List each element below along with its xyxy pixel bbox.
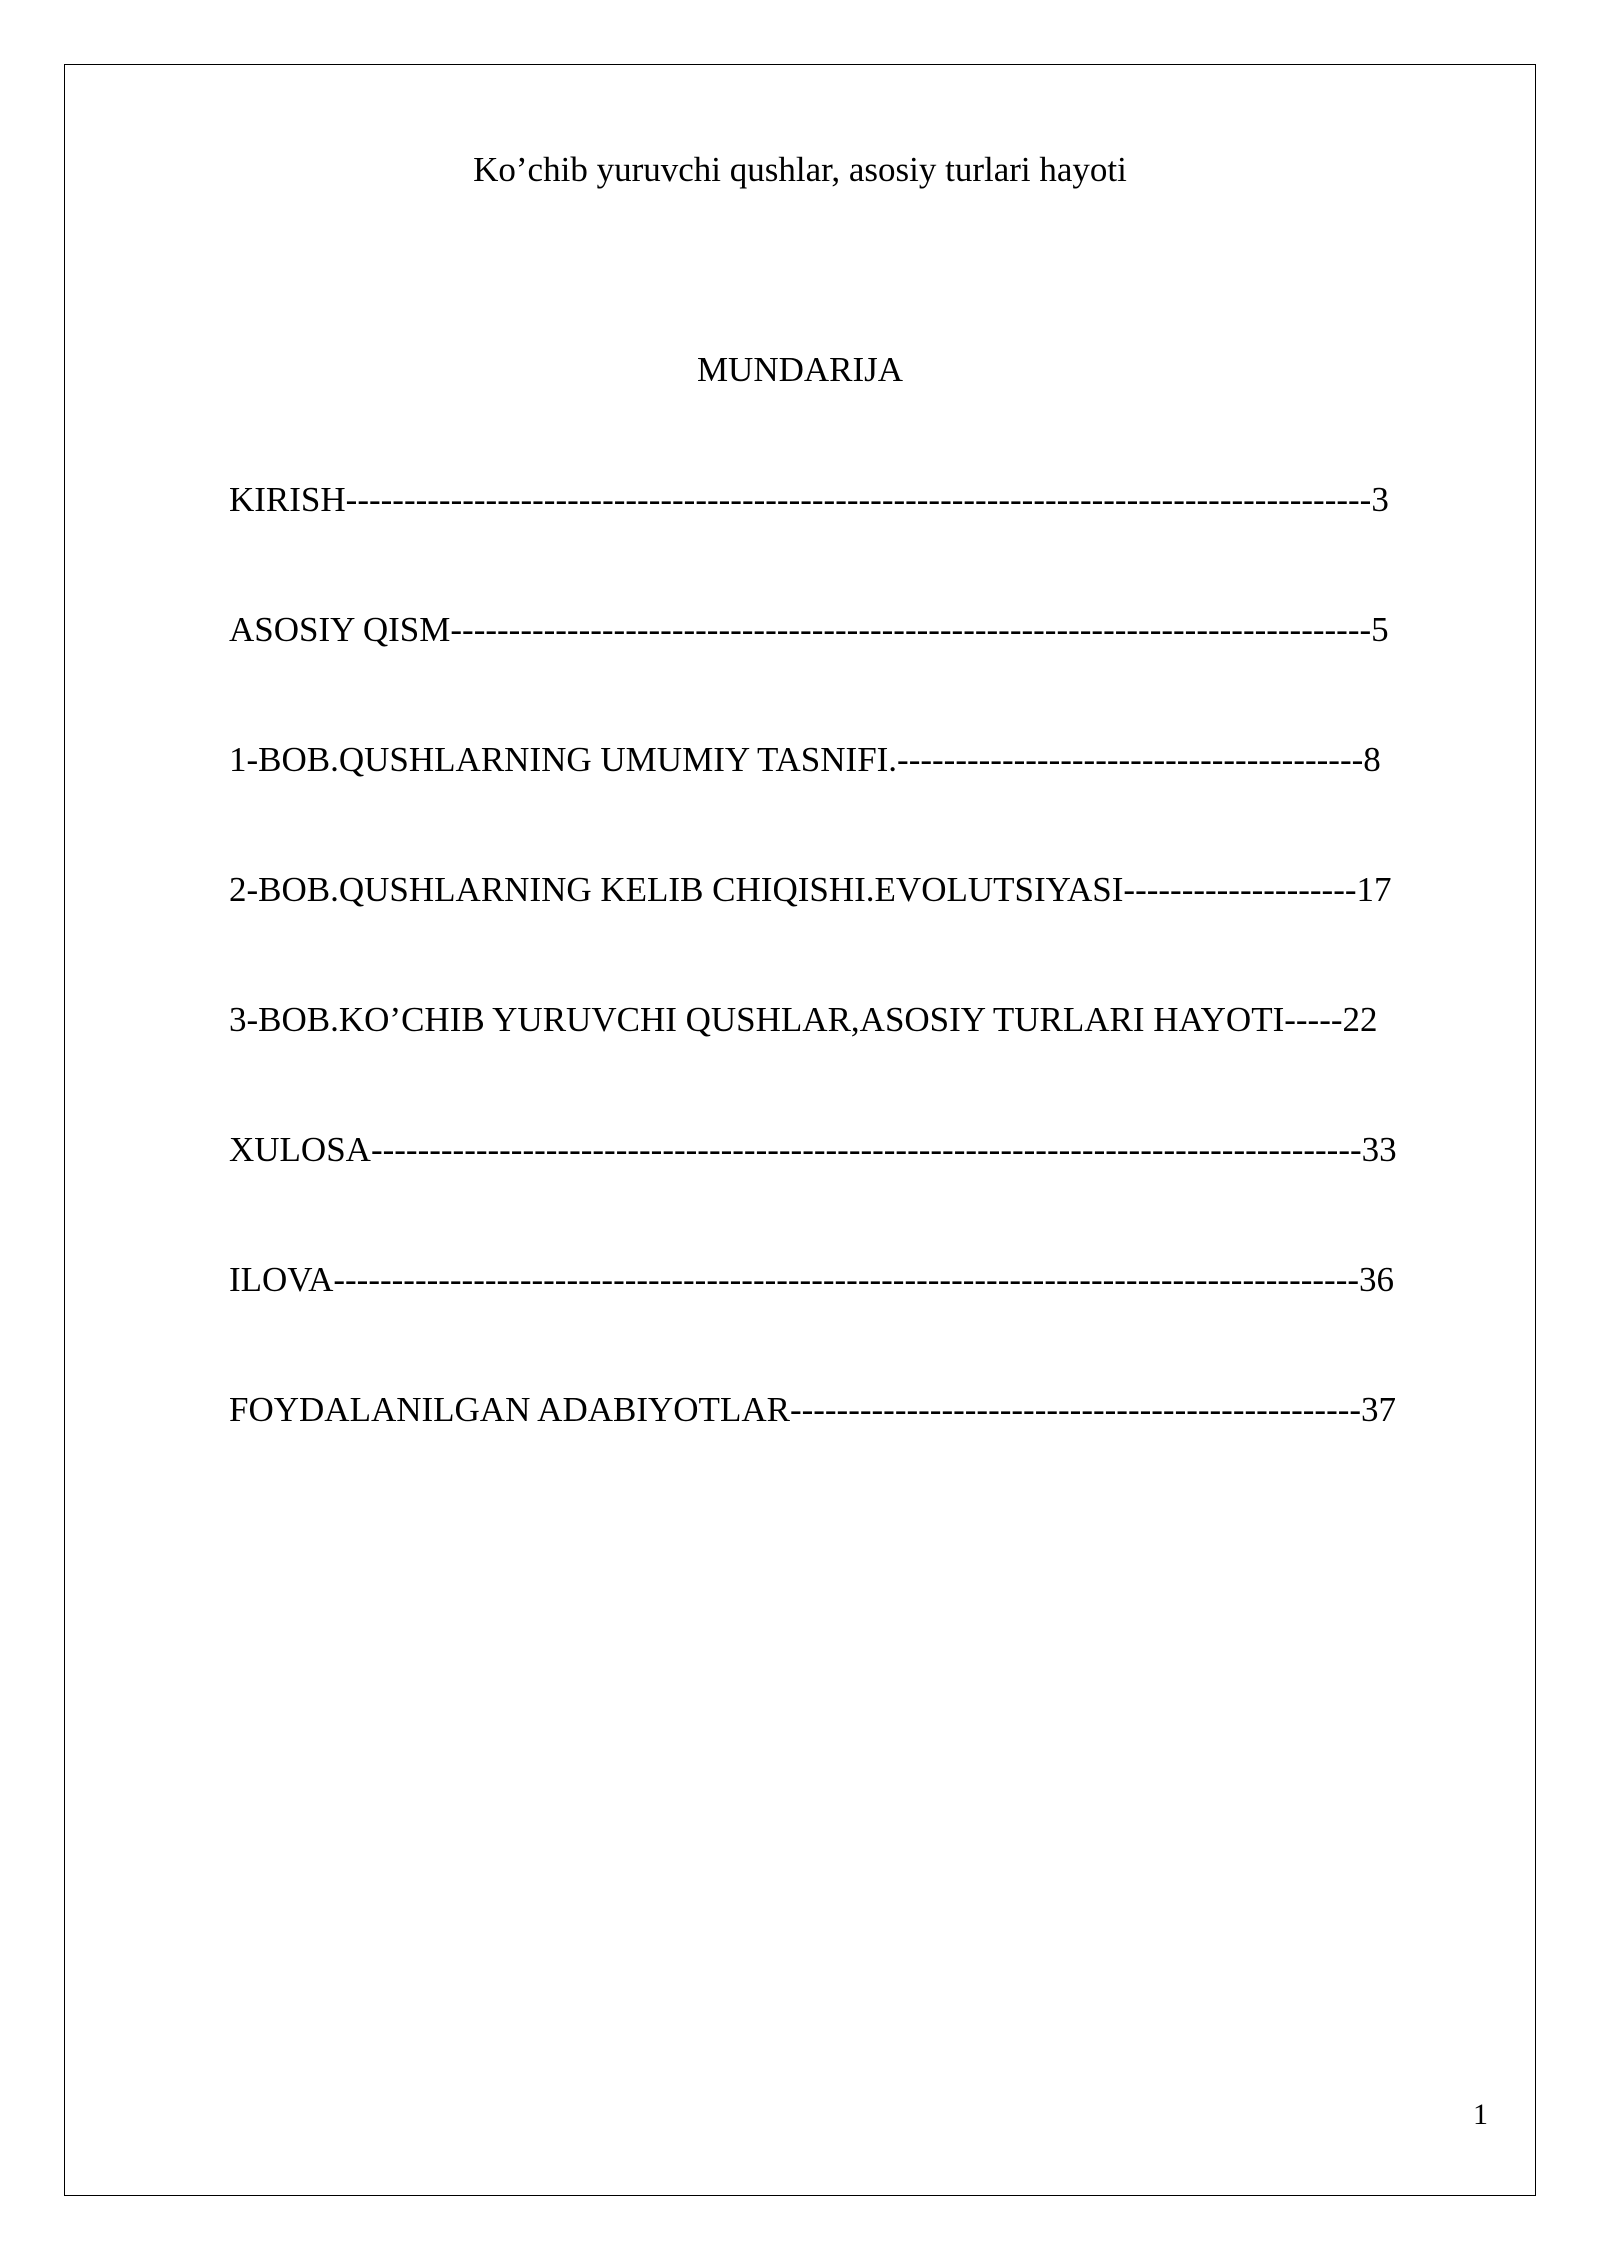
toc-entry-chapter-1: 1-BOB.QUSHLARNING UMUMIY TASNIFI.----------------------------------------8 bbox=[229, 740, 1381, 779]
toc-entry-ilova: ILOVA----------------------------------------------------------------------------------------36 bbox=[229, 1260, 1395, 1299]
document-title: Ko’chib yuruvchi qushlar, asosiy turlari hayoti bbox=[473, 150, 1127, 189]
toc-entry-chapter-3: 3-BOB.KO’CHIB YURUVCHI QUSHLAR,ASOSIY TURLARI HAYOTI-----22 bbox=[229, 1000, 1378, 1039]
page-number: 1 bbox=[1473, 2098, 1488, 2131]
toc-entry-xulosa: XULOSA-------------------------------------------------------------------------------------33 bbox=[229, 1130, 1397, 1169]
toc-entry-asosiy-qism: ASOSIY QISM-------------------------------------------------------------------------------5 bbox=[229, 610, 1389, 649]
toc-entry-adabiyotlar: FOYDALANILGAN ADABIYOTLAR-------------------------------------------------37 bbox=[229, 1390, 1397, 1429]
toc-entry-chapter-2: 2-BOB.QUSHLARNING KELIB CHIQISHI.EVOLUTSIYASI--------------------17 bbox=[229, 870, 1392, 909]
table-of-contents bbox=[229, 480, 1397, 1520]
toc-entry-kirish: KIRISH----------------------------------------------------------------------------------------3 bbox=[229, 480, 1389, 519]
toc-heading: MUNDARIJA bbox=[696, 350, 904, 389]
